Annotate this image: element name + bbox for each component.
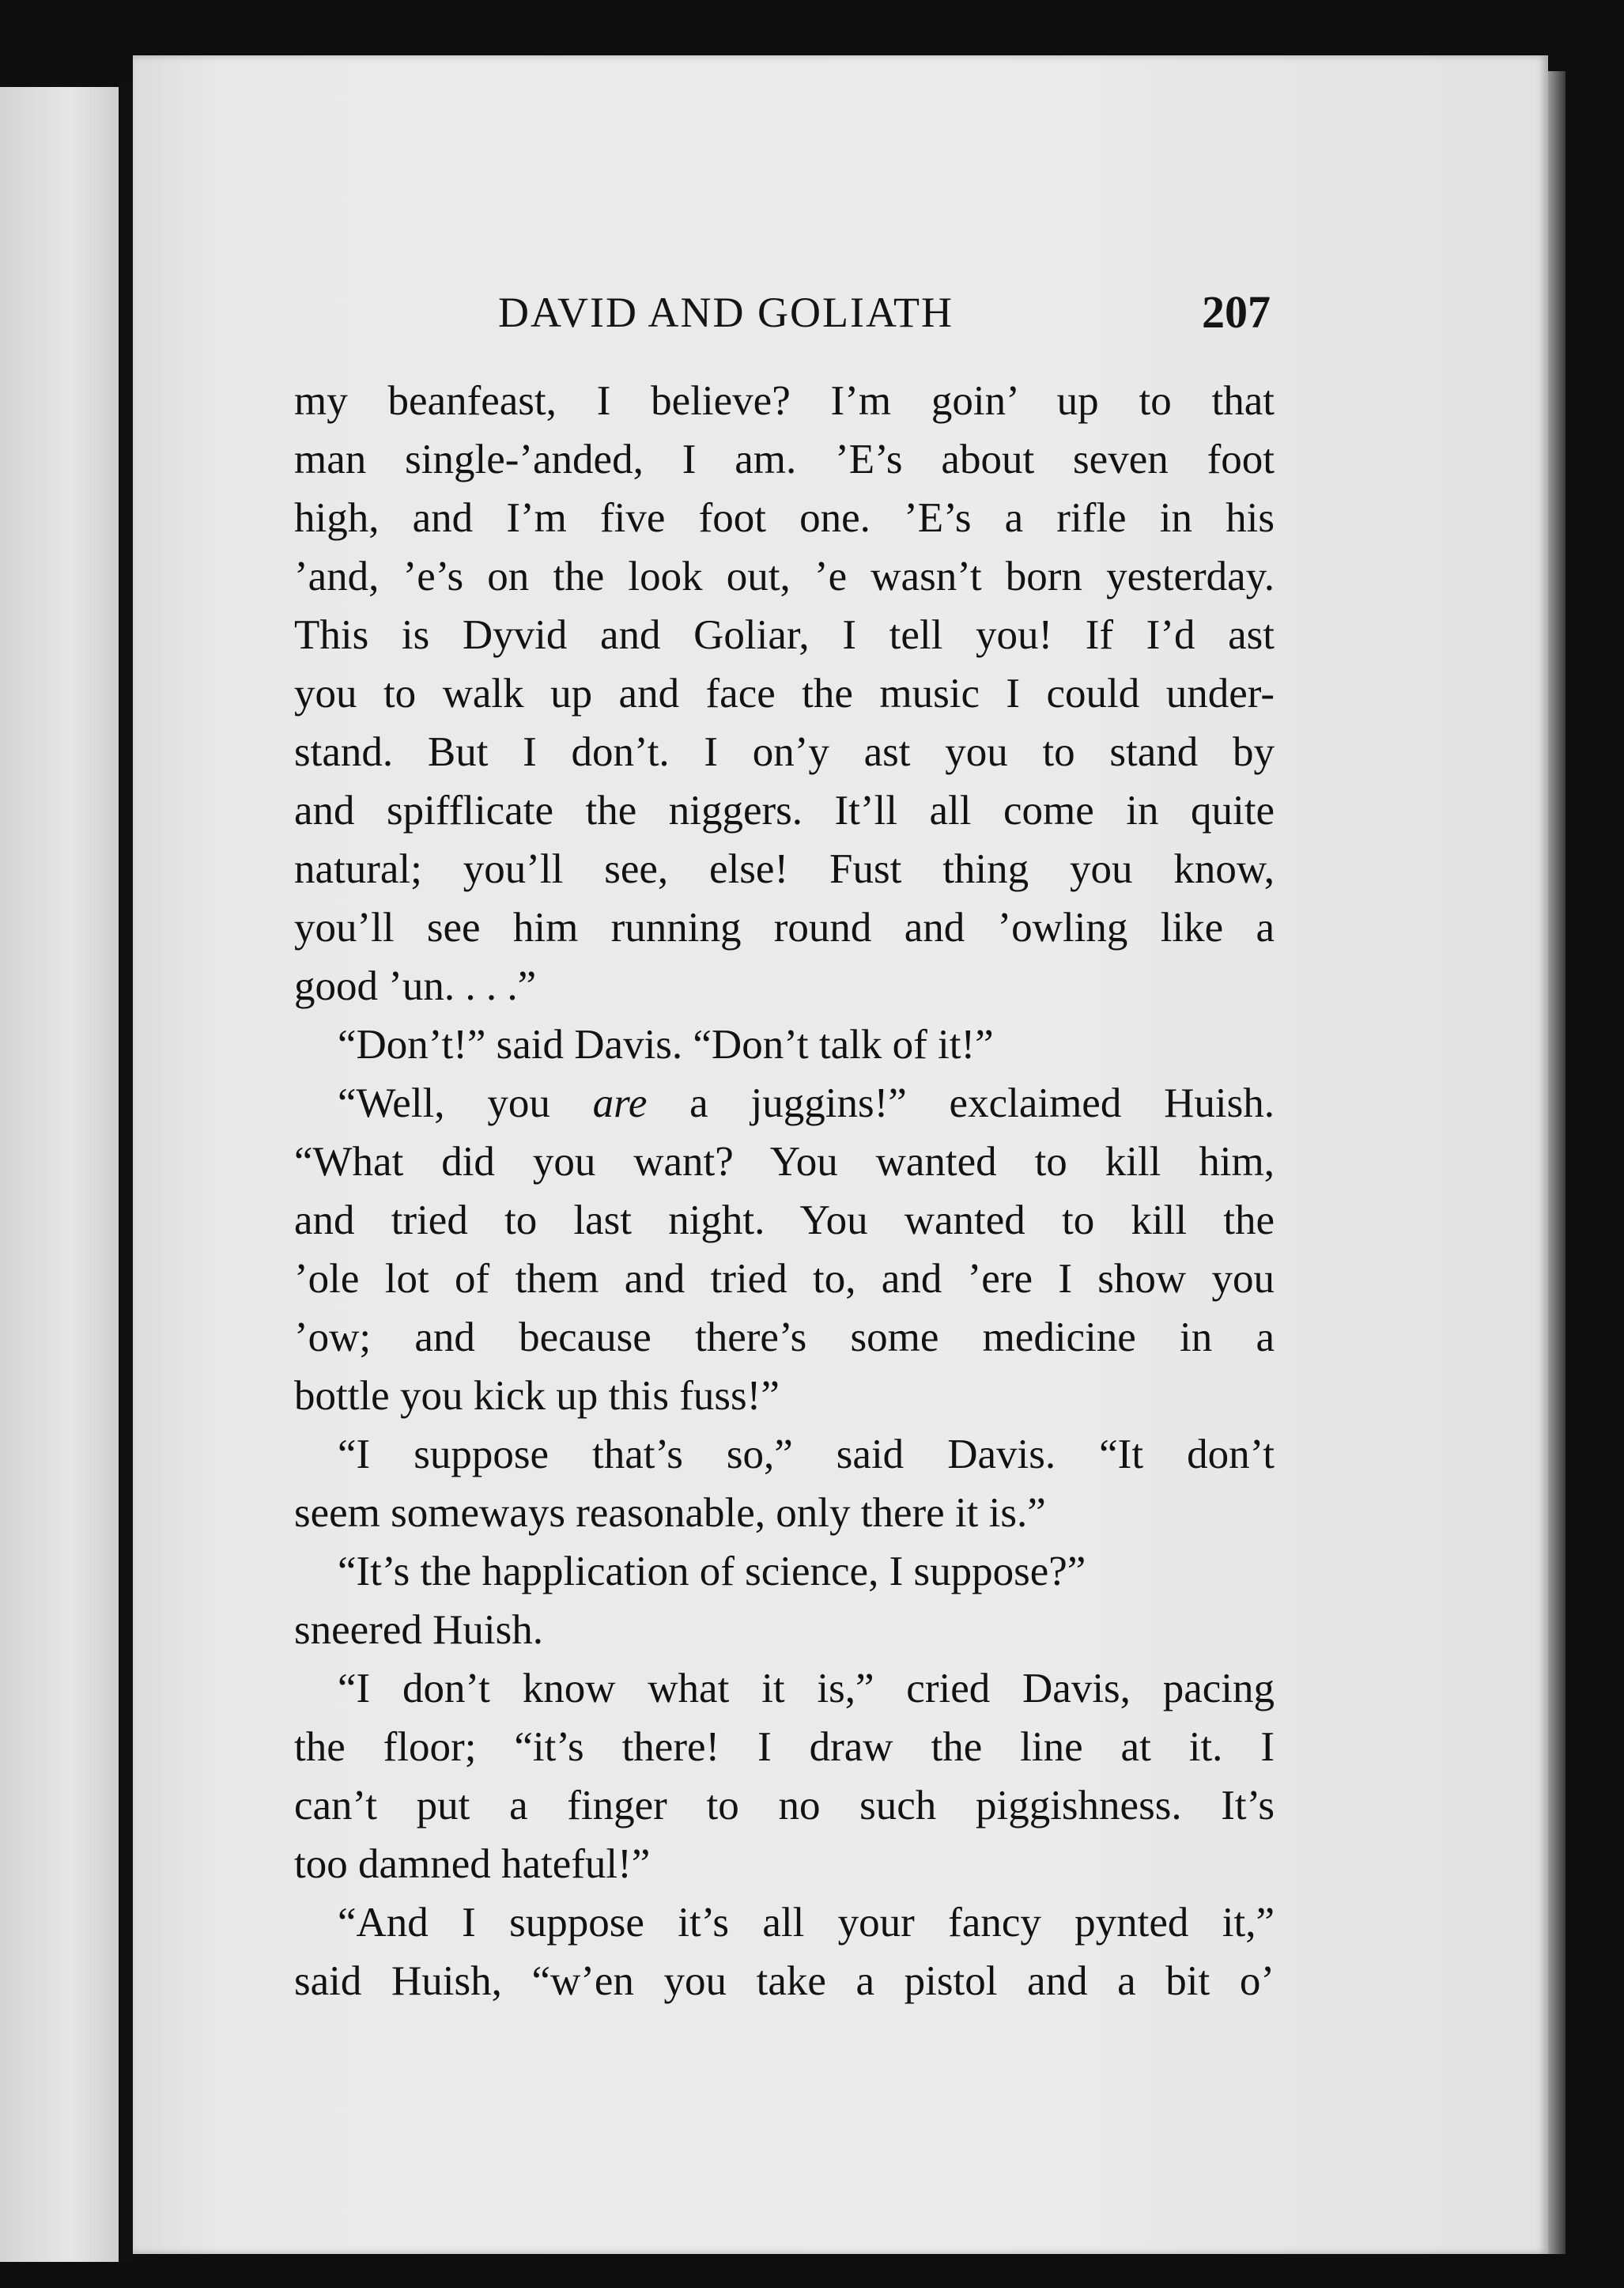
text-line: high, and I’m five foot one. ’E’s a rifle in his [294,495,1275,541]
book-gutter [120,87,133,2262]
text-line: said Huish, “w’en you take a pistol and a bit o’ [294,1958,1275,2004]
text-line: “What did you want? You wanted to kill him, [294,1139,1275,1185]
text-line: my beanfeast, I believe? I’m goin’ up to that [294,378,1275,424]
text-line: and spifflicate the niggers. It’ll all come in quite [294,788,1275,834]
text-line: too damned hateful!” [294,1841,651,1887]
text-line: you to walk up and face the music I could under- [294,671,1275,717]
text-fragment: “Well, you [338,1080,593,1126]
page-number: 207 [1202,286,1271,338]
text-line: ’ole lot of them and tried to, and ’ere I show you [294,1256,1275,1302]
text-line: man single-’anded, I am. ’E’s about seven foot [294,437,1275,482]
emphasized-word: are [592,1080,648,1126]
text-line: “It’s the happlication of science, I suppose?” [338,1549,1086,1594]
page-stack-edge [1548,71,1565,2254]
text-line: the floor; “it’s there! I draw the line at it. I [294,1724,1275,1770]
text-line: “Don’t!” said Davis. “Don’t talk of it!” [338,1022,994,1068]
text-line: ’and, ’e’s on the look out, ’e wasn’t born yesterday. [294,554,1275,599]
body-text [294,372,1275,2010]
text-line: “I don’t know what it is,” cried Davis, pacing [338,1666,1275,1711]
text-line: seem someways reasonable, only there it is.” [294,1490,1046,1536]
text-line: “And I suppose it’s all your fancy pynted it,” [338,1900,1275,1946]
text-line: stand. But I don’t. I on’y ast you to stand by [294,729,1275,775]
text-line: good ’un. . . .” [294,963,537,1009]
text-line: ’ow; and because there’s some medicine in a [294,1314,1275,1360]
running-head [296,285,1277,340]
text-line: can’t put a finger to no such piggishness. It’s [294,1783,1275,1829]
text-line: you’ll see him running round and ’owling like a [294,905,1275,951]
text-fragment: a juggins!” exclaimed Huish. [647,1080,1275,1126]
text-line: and tried to last night. You wanted to kill the [294,1197,1275,1243]
text-line: “I suppose that’s so,” said Davis. “It don’t [338,1431,1275,1477]
text-line: sneered Huish. [294,1607,543,1653]
facing-page-edge [0,87,119,2262]
text-line: natural; you’ll see, else! Fust thing you know, [294,846,1275,892]
text-line: This is Dyvid and Goliar, I tell you! If I’d ast [294,612,1275,658]
running-title: DAVID AND GOLIATH [498,289,954,336]
text-line-juggins [294,1074,1275,1133]
text-line: bottle you kick up this fuss!” [294,1373,780,1419]
